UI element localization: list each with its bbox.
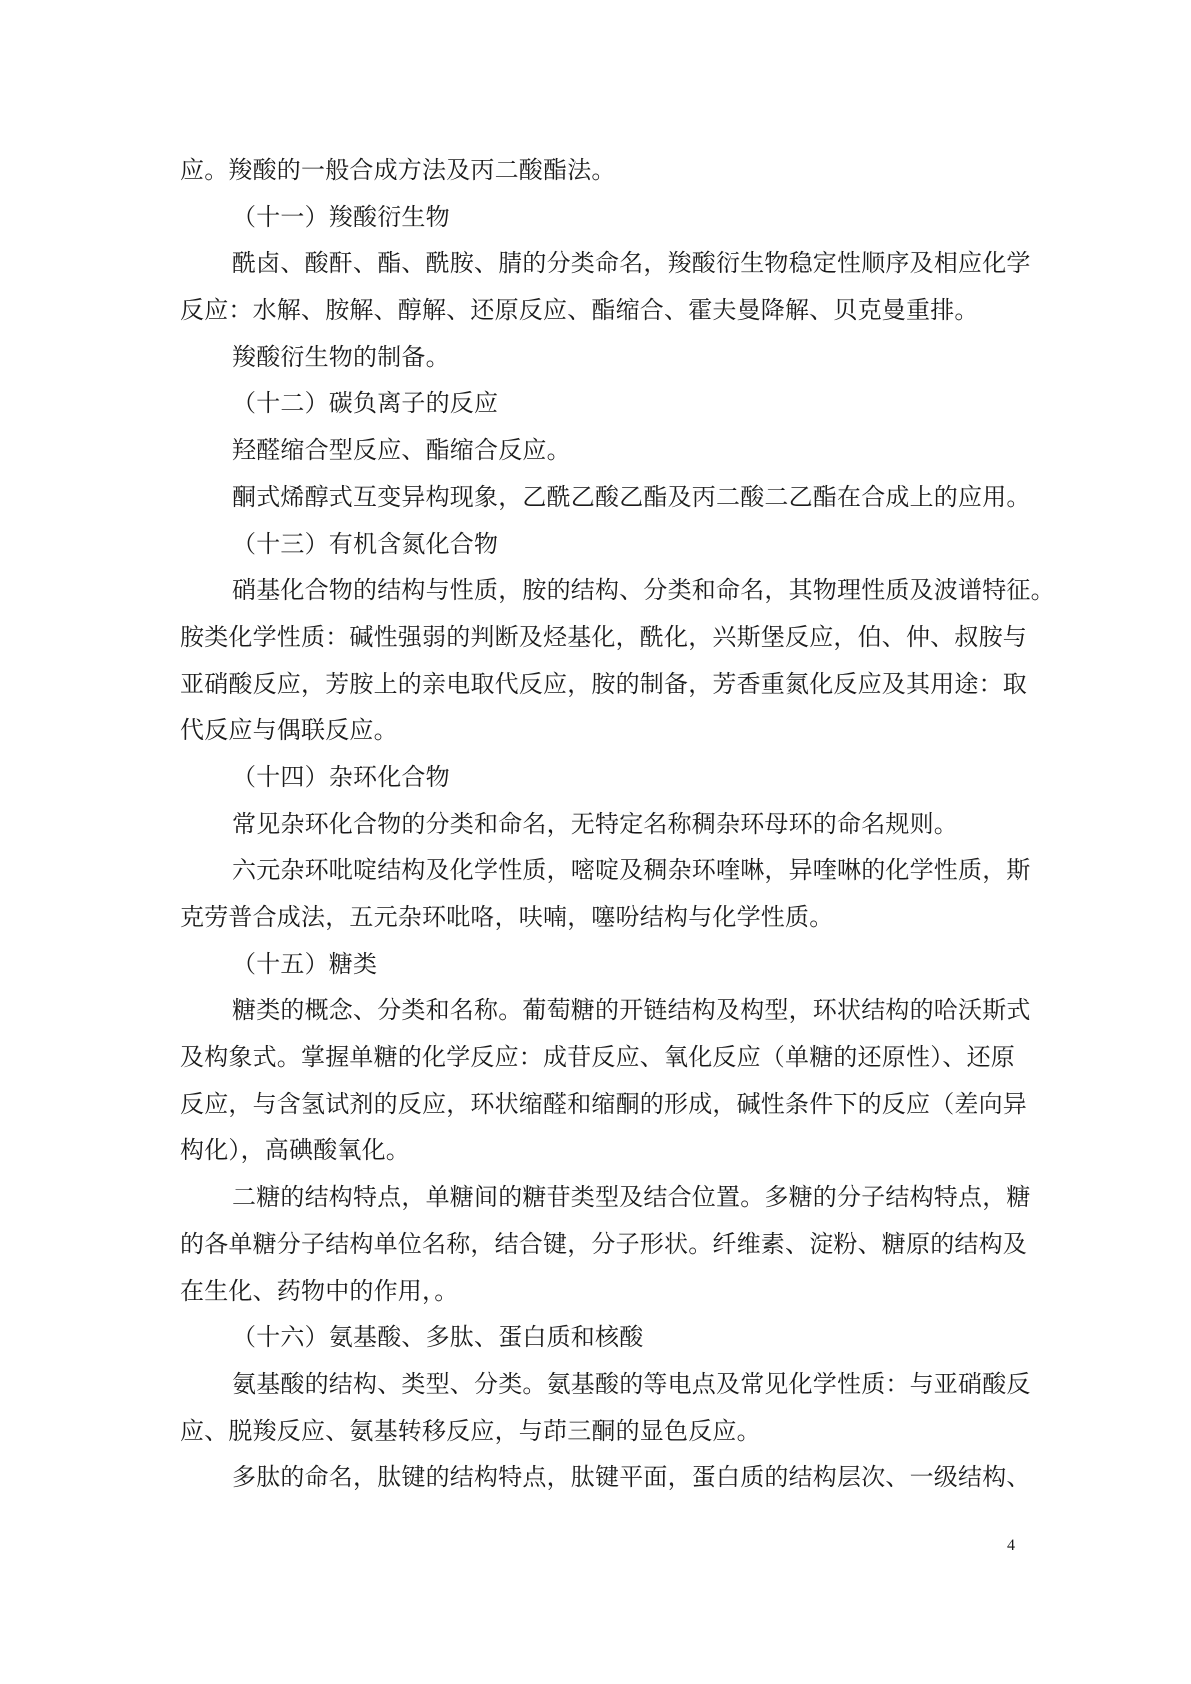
- section-heading: （十三）有机含氮化合物: [232, 529, 499, 558]
- section-heading: （十四）杂环化合物: [232, 762, 450, 791]
- text-line: 羧酸衍生物的制备。: [232, 342, 450, 371]
- text-line: 氨基酸的结构、类型、分类。氨基酸的等电点及常见化学性质：与亚硝酸反: [232, 1369, 1031, 1398]
- text-line: 胺类化学性质：碱性强弱的判断及烃基化，酰化，兴斯堡反应，伯、仲、叔胺与: [180, 622, 1027, 651]
- section-heading: （十六）氨基酸、多肽、蛋白质和核酸: [232, 1323, 644, 1352]
- text-line: 六元杂环吡啶结构及化学性质，嘧啶及稠杂环喹啉，异喹啉的化学性质，斯: [232, 856, 1031, 885]
- document-body: [180, 147, 1055, 1501]
- text-line: 常见杂环化合物的分类和命名，无特定名称稠杂环母环的命名规则。: [232, 809, 958, 838]
- text-line: 的各单糖分子结构单位名称，结合键，分子形状。纤维素、淀粉、糖原的结构及: [180, 1229, 1027, 1258]
- text-line: 反应，与含氢试剂的反应，环状缩醛和缩酮的形成，碱性条件下的反应（差向异: [180, 1089, 1027, 1118]
- text-line: 反应：水解、胺解、醇解、还原反应、酯缩合、霍夫曼降解、贝克曼重排。: [180, 296, 979, 325]
- text-line: 亚硝酸反应，芳胺上的亲电取代反应，胺的制备，芳香重氮化反应及其用途：取: [180, 669, 1027, 698]
- text-line: 代反应与偶联反应。: [180, 716, 398, 745]
- section-heading: （十一）羧酸衍生物: [232, 202, 450, 231]
- text-line: 在生化、药物中的作用，。: [180, 1276, 459, 1305]
- text-line: 酰卤、酸酐、酯、酰胺、腈的分类命名，羧酸衍生物稳定性顺序及相应化学: [232, 249, 1031, 278]
- text-line: 应、脱羧反应、氨基转移反应，与茚三酮的显色反应。: [180, 1416, 761, 1445]
- text-line: 多肽的命名，肽键的结构特点，肽键平面，蛋白质的结构层次、一级结构、: [232, 1463, 1031, 1492]
- text-line: 应。羧酸的一般合成方法及丙二酸酯法。: [180, 156, 616, 184]
- text-line: 酮式烯醇式互变异构现象，乙酰乙酸乙酯及丙二酸二乙酯在合成上的应用。: [232, 482, 1031, 511]
- text-line: 羟醛缩合型反应、酯缩合反应。: [232, 436, 571, 465]
- section-heading: （十五）糖类: [232, 949, 378, 978]
- text-line: 构化），高碘酸氧化。: [180, 1136, 410, 1165]
- text-line: 二糖的结构特点，单糖间的糖苷类型及结合位置。多糖的分子结构特点，糖: [232, 1183, 1031, 1212]
- page-number: 4: [1007, 1537, 1015, 1554]
- text-line: 糖类的概念、分类和名称。葡萄糖的开链结构及构型，环状结构的哈沃斯式: [232, 996, 1031, 1025]
- text-line: 克劳普合成法，五元杂环吡咯，呋喃，噻吩结构与化学性质。: [180, 903, 834, 931]
- text-line: 硝基化合物的结构与性质，胺的结构、分类和命名，其物理性质及波谱特征。: [232, 576, 1055, 605]
- text-line: 及构象式。掌握单糖的化学反应：成苷反应、氧化反应（单糖的还原性）、还原: [180, 1043, 1015, 1072]
- section-heading: （十二）碳负离子的反应: [232, 389, 499, 418]
